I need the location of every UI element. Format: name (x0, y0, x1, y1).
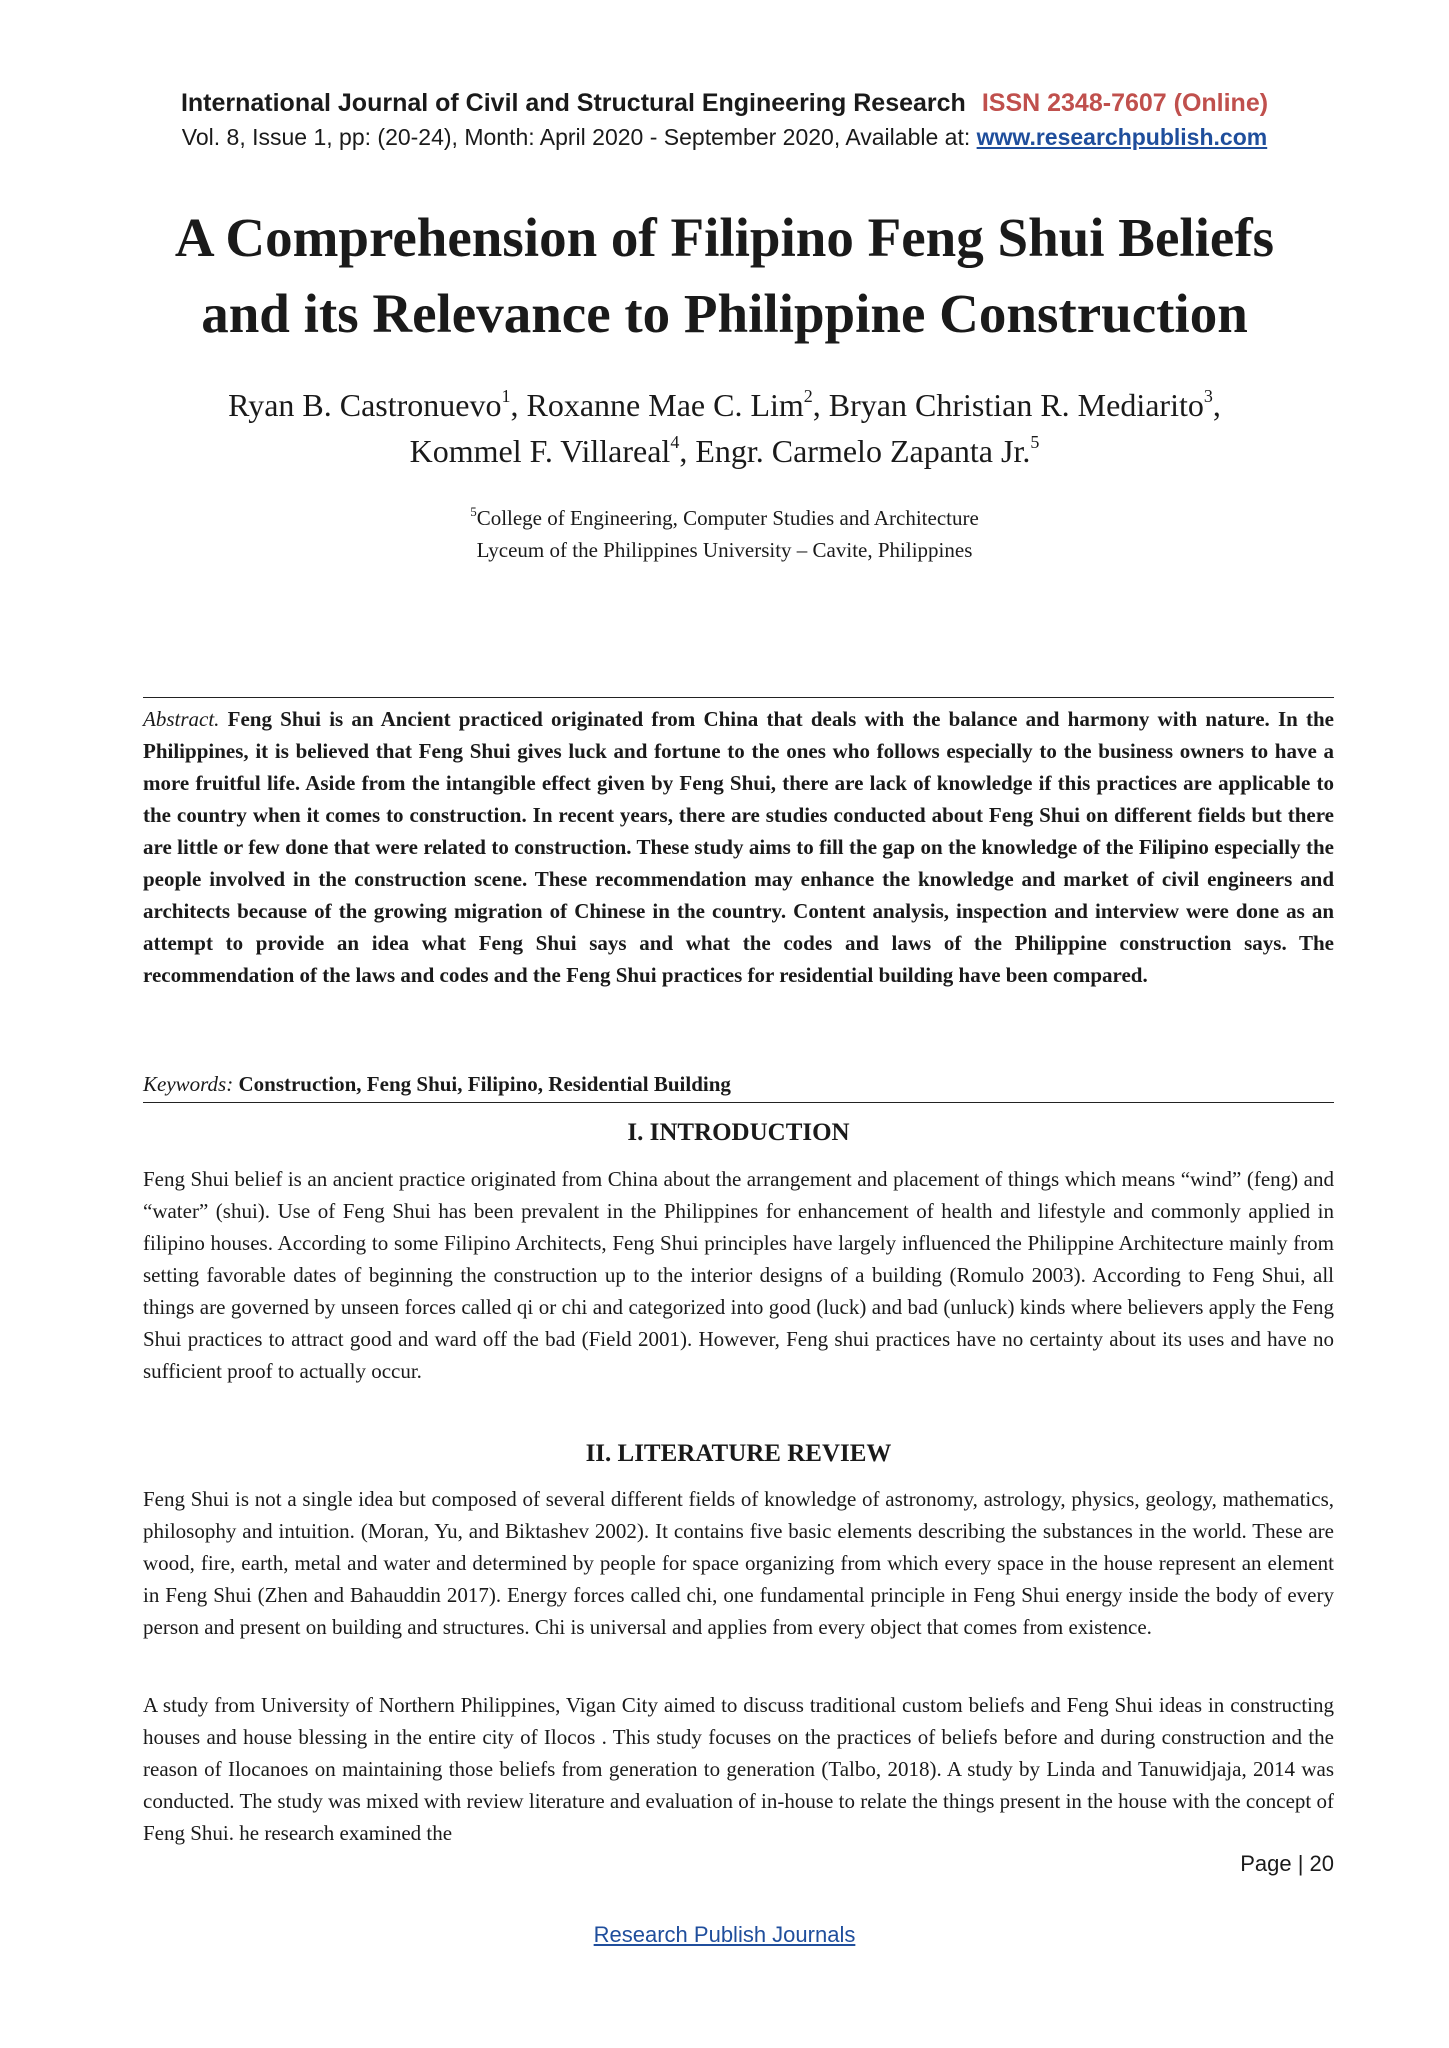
author-name: Engr. Carmelo Zapanta Jr. (695, 433, 1031, 469)
literature-paragraph-2: A study from University of Northern Philippines, Vigan City aimed to discuss traditional custom beliefs and Feng Shui ideas in constructing houses and house blessing in the entire city of Ilocos . This study focuses on the practices of beliefs before and during construction and the reason of Ilocanoes on maintaining those beliefs from generation to generation (Talbo, 2018). A study by Linda and Tanuwidjaja, 2014 was conducted. The study was mixed with review literature and evaluation of in-house to relate the things present in the house with the concept of Feng Shui. he research examined the (143, 1693, 1334, 1845)
keywords-bottom-rule (143, 1102, 1334, 1103)
keywords (143, 1068, 1334, 1100)
affiliation-line-2: Lyceum of the Philippines University – Cavite, Philippines (476, 538, 973, 562)
author-affil-mark: 4 (670, 432, 680, 452)
abstract-top-rule (143, 697, 1334, 698)
section-heading-literature-review: II. LITERATURE REVIEW (585, 1440, 892, 1467)
publisher-link[interactable]: Research Publish Journals (593, 1922, 856, 1947)
author-affil-mark: 5 (1030, 432, 1040, 452)
affiliation-mark: 5 (470, 504, 477, 519)
abstract (143, 703, 1334, 991)
literature-paragraph-1: Feng Shui is not a single idea but composed of several different fields of knowledge of astronomy, astrology, physics, geology, mathematics, philosophy and intuition. (Moran, Yu, and Biktashev 2002). It contains five basic elements describing the substances in the world. These are wood, fire, earth, metal and water and determined by people for space organizing from which every space in the house represent an element in Feng Shui (Zhen and Bahauddin 2017). Energy forces called chi, one fundamental principle in Feng Shui energy inside the body of every person and present on building and structures. Chi is universal and applies from every object that comes from existence. (143, 1487, 1334, 1639)
intro-paragraph: Feng Shui belief is an ancient practice originated from China about the arrangement and placement of things which means “wind” (feng) and “water” (shui). Use of Feng Shui has been prevalent in the Philippines for enhancement of health and lifestyle and commonly applied in filipino houses. According to some Filipino Architects, Feng Shui principles have largely influenced the Philippine Architecture mainly from setting favorable dates of beginning the construction up to the interior designs of a building (Romulo 2003). According to Feng Shui, all things are governed by unseen forces called qi or chi and categorized into good (luck) and bad (unluck) kinds where believers apply the Feng Shui practices to attract good and ward off the bad (Field 2001). However, Feng shui practices have no certainty about its uses and have no sufficient proof to actually occur. (143, 1167, 1334, 1383)
section-heading-introduction: I. INTRODUCTION (627, 1119, 850, 1146)
keywords-label: Keywords: (143, 1072, 234, 1096)
title-line-2: and its Relevance to Philippine Construction (201, 283, 1248, 344)
author-name: Roxanne Mae C. Lim (526, 387, 804, 423)
abstract-text: Feng Shui is an Ancient practiced originated from China that deals with the balance and harmony with nature. In the Philippines, it is believed that Feng Shui gives luck and fortune to the ones who follows especially to the business owners to have a more fruitful life. Aside from the intangible effect given by Feng Shui, there are lack of knowledge if this practices are applicable to the country when it comes to construction. In recent years, there are studies conducted about Feng Shui on different fields but there are little or few done that were related to construction. These study aims to fill the gap on the knowledge of the Filipino especially the people involved in the construction scene. These recommendation may enhance the knowledge and market of civil engineers and architects because of the growing migration of Chinese in the country. Content analysis, inspection and interview were done as an attempt to provide an idea what Feng Shui says and what the codes and laws of the Philippine construction says. The recommendation of the laws and codes and the Feng Shui practices for residential building have been compared. (143, 707, 1334, 987)
publisher-footer (0, 1920, 1449, 1950)
page-number: Page | 20 (1240, 1851, 1334, 1876)
affiliation (120, 502, 1329, 566)
journal-header (0, 86, 1449, 154)
title-line-1: A Comprehension of Filipino Feng Shui Beliefs (174, 207, 1275, 268)
author-name: Ryan B. Castronuevo (228, 387, 502, 423)
paper-title (120, 200, 1329, 352)
author-list: Ryan B. Castronuevo$^1$, Roxanne Mae C. Lim$^2$, Bryan Christian R. Mediarito$^3$, Kommel F. Villareal$^4$, Engr. Carmelo Zapanta Jr.$^5$ (228, 386, 1221, 469)
volume-info: Vol. 8, Issue 1, pp: (20-24), Month: April 2020 - September 2020, Available at: (181, 124, 977, 150)
author-affil-mark: 3 (1203, 386, 1213, 406)
author-affil-mark: 1 (501, 386, 511, 406)
journal-title-line (0, 86, 1449, 120)
issn: ISSN 2348-7607 (Online) (981, 89, 1269, 117)
author-name: Bryan Christian R. Mediarito (828, 387, 1204, 423)
website-link[interactable]: www.researchpublish.com (976, 124, 1268, 150)
affiliation-line-1: College of Engineering, Computer Studies and Architecture (476, 506, 979, 530)
keywords-text: Construction, Feng Shui, Filipino, Residential Building (238, 1072, 731, 1096)
abstract-label: Abstract. (143, 707, 220, 731)
author-name: Kommel F. Villareal (409, 433, 671, 469)
volume-line (0, 120, 1449, 154)
author-affil-mark: 2 (803, 386, 813, 406)
journal-name: International Journal of Civil and Structural Engineering Research (180, 89, 966, 117)
